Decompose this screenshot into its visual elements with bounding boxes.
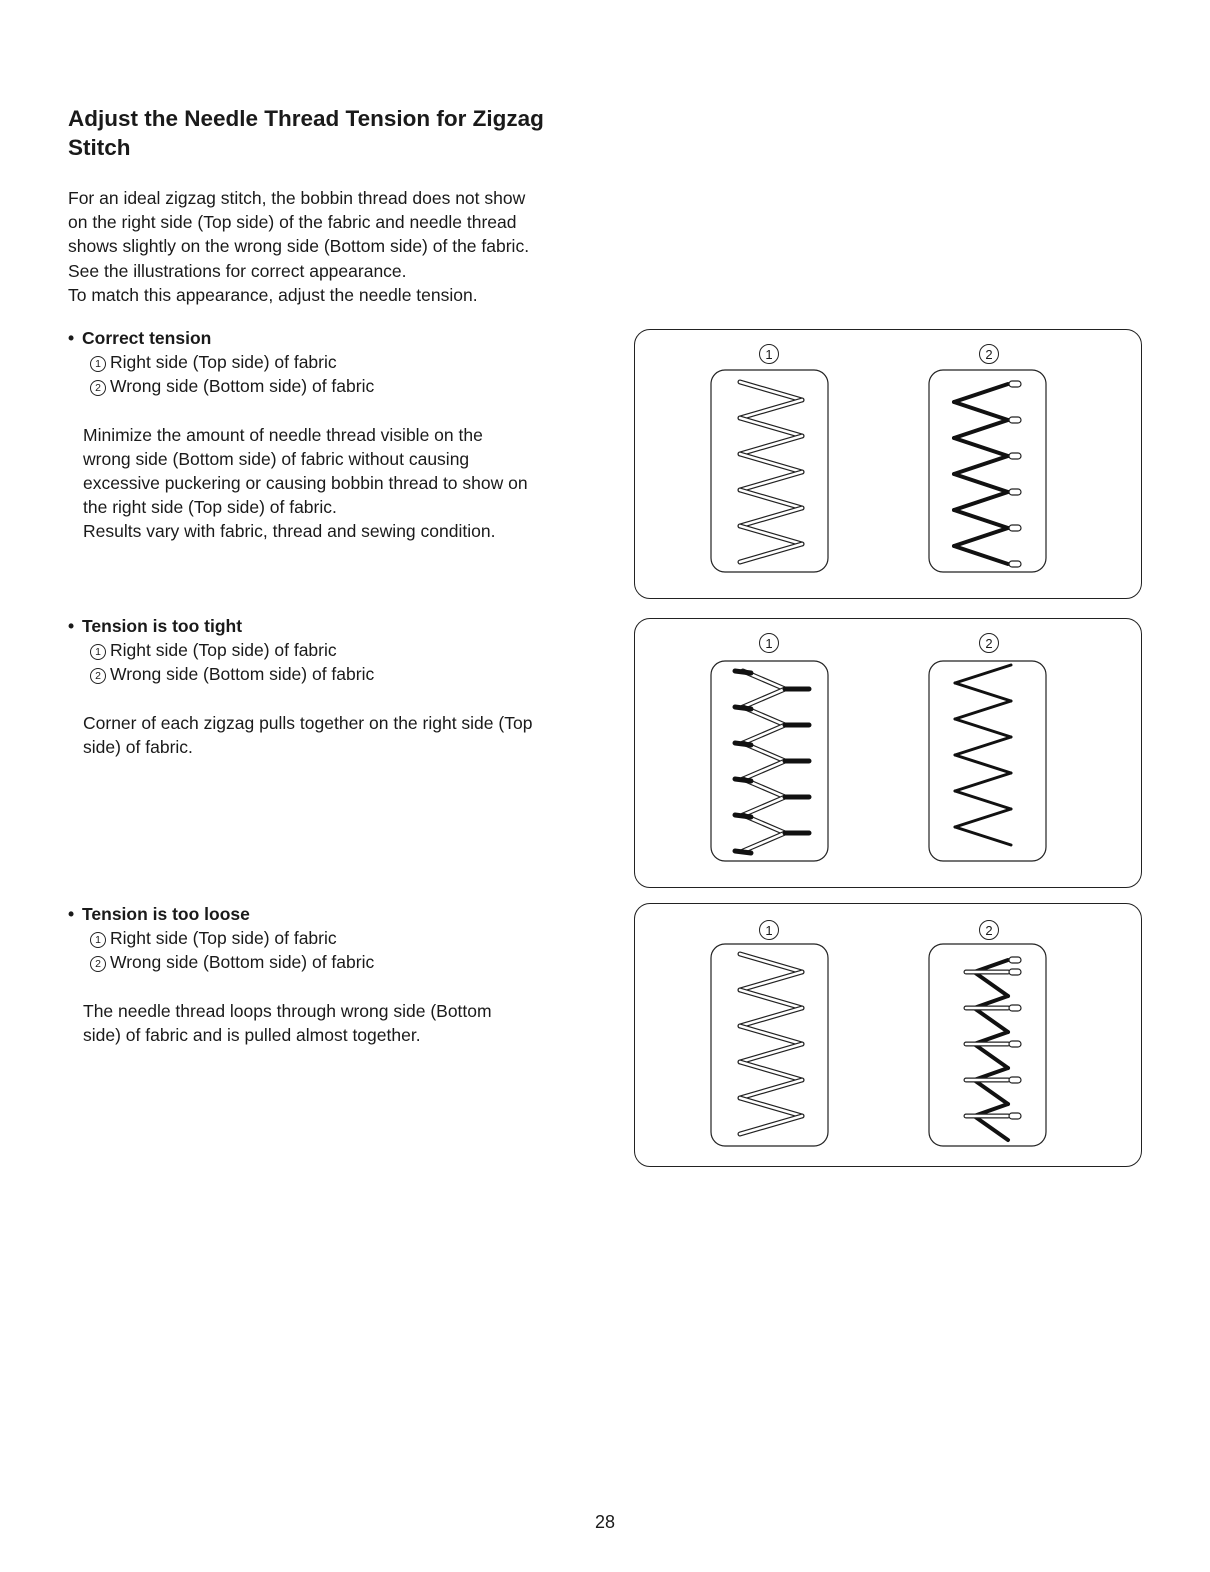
needle-thread — [954, 492, 1008, 510]
needle-thread — [955, 719, 1011, 737]
needle-thread — [954, 528, 1008, 546]
list-item — [68, 950, 628, 974]
section-correct-tension — [68, 326, 628, 544]
needle-thread — [955, 827, 1011, 845]
thread-core — [740, 544, 802, 562]
needle-thread — [974, 1008, 1008, 1032]
desc-line: Corner of each zigzag pulls together on the right side (Top — [83, 712, 533, 733]
thread-core — [740, 1062, 802, 1080]
bobbin-loop — [1009, 381, 1021, 387]
needle-thread — [954, 474, 1008, 492]
section-description — [68, 999, 628, 1047]
thread-core — [743, 725, 785, 743]
panel-label-right-side: 1 — [759, 633, 779, 653]
bobbin-loop — [1009, 417, 1021, 423]
needle-thread — [955, 665, 1011, 683]
needle-thread — [974, 1044, 1008, 1068]
needle-thread — [974, 972, 1008, 996]
needle-thread — [954, 384, 1008, 402]
section-tension-too-loose — [68, 902, 628, 1047]
needle-thread — [955, 809, 1011, 827]
section-tension-too-tight — [68, 614, 628, 759]
section-description — [68, 711, 628, 759]
list-item — [68, 926, 628, 950]
item-text: Right side (Top side) of fabric — [110, 928, 337, 949]
item-text: Wrong side (Bottom side) of fabric — [110, 664, 375, 685]
section-heading — [68, 326, 628, 350]
thread-core — [740, 508, 802, 526]
thread-core — [740, 382, 802, 400]
fabric-swatch-bottom — [929, 661, 1046, 861]
needle-thread — [954, 402, 1008, 420]
page-title: Adjust the Needle Thread Tension for Zigzag Stitch — [68, 106, 544, 160]
needle-thread — [954, 438, 1008, 456]
intro-line: For an ideal zigzag stitch, the bobbin thread does not show — [68, 188, 526, 208]
needle-thread — [735, 743, 751, 745]
section-description — [68, 423, 628, 544]
section-title: Tension is too tight — [82, 616, 243, 636]
desc-line: Minimize the amount of needle thread visible on the — [83, 424, 483, 445]
needle-thread — [735, 707, 751, 709]
bobbin-loop — [1009, 1077, 1021, 1083]
stitch-drawing — [635, 330, 1143, 600]
desc-line: Results vary with fabric, thread and sewing condition. — [83, 521, 496, 542]
section-heading — [68, 902, 628, 926]
desc-line: excessive puckering or causing bobbin thread to show on — [83, 473, 528, 494]
needle-thread — [954, 420, 1008, 438]
thread-core — [740, 972, 802, 990]
item-text: Right side (Top side) of fabric — [110, 640, 337, 661]
thread-core — [743, 797, 785, 815]
circled-number: 1 — [90, 356, 106, 372]
desc-line: wrong side (Bottom side) of fabric without causing — [83, 448, 470, 469]
thread-core — [740, 472, 802, 490]
thread-core — [743, 761, 785, 779]
thread-core — [740, 1008, 802, 1026]
desc-line: The needle thread loops through wrong side (Bottom — [83, 1000, 492, 1021]
thread-core — [740, 490, 802, 508]
zigzag-stitch-right-side — [740, 954, 802, 1134]
thread-core — [740, 1026, 802, 1044]
circled-number: 2 — [90, 668, 106, 684]
zigzag-stitch-wrong-side — [954, 381, 1021, 567]
zigzag-stitch-right-side — [735, 671, 809, 853]
page-number: 28 — [594, 1512, 616, 1532]
list-item — [68, 374, 628, 398]
needle-thread — [954, 510, 1008, 528]
bobbin-loop — [1009, 525, 1021, 531]
needle-thread — [955, 701, 1011, 719]
bobbin-loop — [1009, 489, 1021, 495]
intro-paragraph — [68, 186, 628, 307]
stitch-drawing — [635, 904, 1143, 1168]
thread-core — [740, 954, 802, 972]
panel-label-wrong-side: 2 — [979, 920, 999, 940]
thread-core — [740, 1098, 802, 1116]
thread-core — [740, 436, 802, 454]
panel-label-wrong-side: 2 — [979, 633, 999, 653]
needle-thread — [955, 737, 1011, 755]
bobbin-loop — [1009, 453, 1021, 459]
intro-line: See the illustrations for correct appearance. — [68, 260, 407, 281]
fabric-swatch-bottom — [929, 370, 1046, 572]
illustration-tension-too-tight — [634, 618, 1142, 888]
thread-core — [740, 1116, 802, 1134]
panel-label-wrong-side: 2 — [979, 344, 999, 364]
thread-core — [740, 1044, 802, 1062]
illustration-tension-too-loose — [634, 903, 1142, 1167]
fabric-swatch-top — [711, 370, 828, 572]
item-text: Wrong side (Bottom side) of fabric — [110, 952, 375, 973]
needle-thread — [735, 779, 751, 781]
circled-number: 2 — [90, 956, 106, 972]
needle-thread — [974, 1116, 1008, 1140]
panel-label-right-side: 1 — [759, 344, 779, 364]
list-item — [68, 350, 628, 374]
circled-number: 2 — [90, 380, 106, 396]
bullet-icon: • — [68, 616, 75, 636]
bobbin-loop — [1009, 1041, 1021, 1047]
intro-line: To match this appearance, adjust the needle tension. — [68, 284, 478, 305]
thread-core — [740, 454, 802, 472]
needle-thread — [955, 773, 1011, 791]
illustration-correct-tension — [634, 329, 1142, 599]
section-title: Tension is too loose — [82, 904, 250, 924]
desc-line: side) of fabric and is pulled almost together. — [83, 1024, 421, 1045]
bobbin-loop — [1009, 969, 1021, 975]
intro-line: shows slightly on the wrong side (Bottom side) of the fabric. — [68, 236, 530, 257]
needle-thread — [954, 546, 1008, 564]
thread-core — [740, 418, 802, 436]
bobbin-loop — [1009, 1113, 1021, 1119]
circled-number: 1 — [90, 932, 106, 948]
circled-number: 1 — [90, 644, 106, 660]
desc-line: side) of fabric. — [83, 736, 193, 757]
section-title: Correct tension — [82, 328, 212, 348]
list-item — [68, 662, 628, 686]
needle-thread — [955, 755, 1011, 773]
bobbin-loop — [1009, 1005, 1021, 1011]
needle-thread — [954, 456, 1008, 474]
zigzag-stitch-right-side — [740, 382, 802, 562]
needle-thread — [955, 791, 1011, 809]
needle-thread — [974, 1080, 1008, 1104]
thread-core — [740, 526, 802, 544]
zigzag-stitch-wrong-side — [955, 665, 1011, 845]
thread-core — [743, 833, 785, 851]
thread-core — [743, 689, 785, 707]
item-text: Wrong side (Bottom side) of fabric — [110, 376, 375, 397]
zigzag-stitch-wrong-side — [966, 957, 1021, 1140]
thread-core — [740, 990, 802, 1008]
desc-line: the right side (Top side) of fabric. — [83, 497, 337, 518]
bobbin-loop — [1009, 957, 1021, 963]
bullet-icon: • — [68, 328, 75, 348]
needle-thread — [735, 671, 751, 673]
fabric-swatch-top — [711, 944, 828, 1146]
bullet-icon: • — [68, 904, 75, 924]
list-item — [68, 638, 628, 662]
section-heading — [68, 614, 628, 638]
thread-core — [740, 400, 802, 418]
bobbin-loop — [1009, 561, 1021, 567]
needle-thread — [735, 815, 751, 817]
needle-thread — [955, 683, 1011, 701]
intro-line: on the right side (Top side) of the fabric and needle thread — [68, 212, 517, 233]
item-text: Right side (Top side) of fabric — [110, 352, 337, 373]
thread-core — [740, 1080, 802, 1098]
needle-thread — [735, 851, 751, 853]
panel-label-right-side: 1 — [759, 920, 779, 940]
stitch-drawing — [635, 619, 1143, 889]
